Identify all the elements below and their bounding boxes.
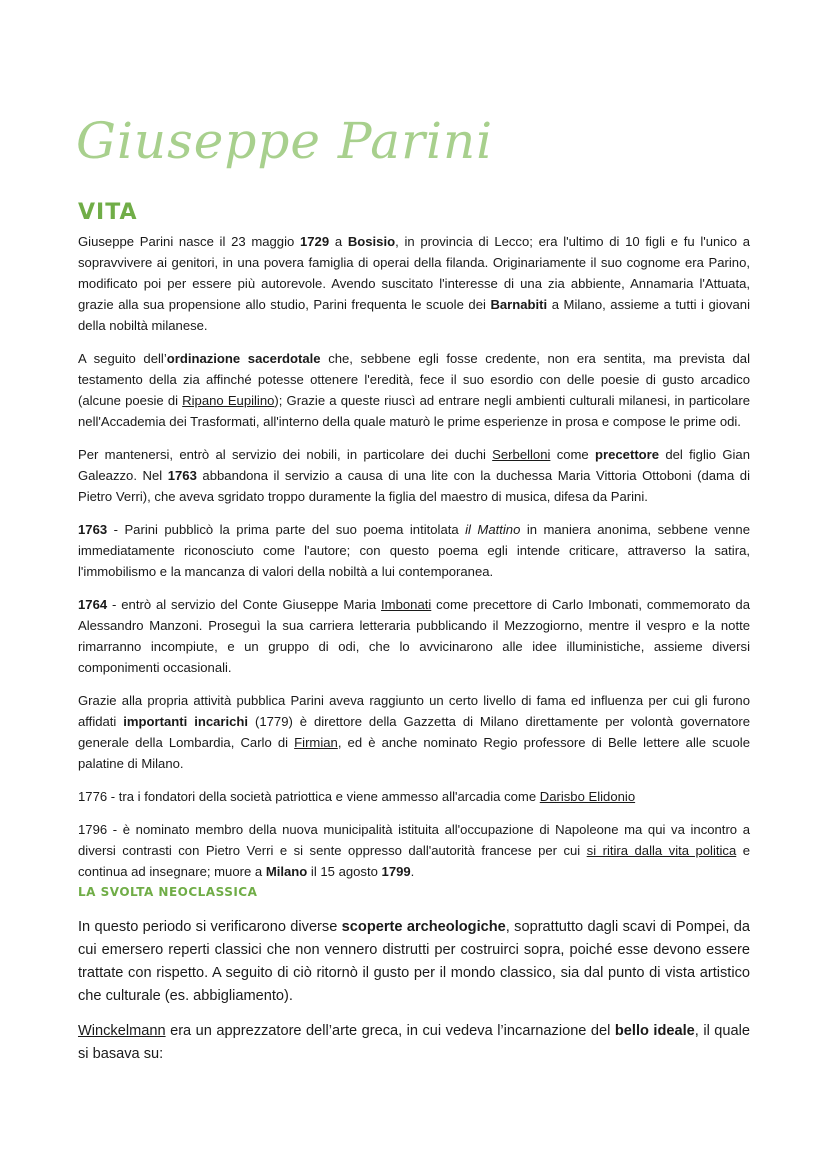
section-heading-svolta-neoclassica: LA SVOLTA NEOCLASSICA <box>78 885 258 899</box>
section-heading-vita: VITA <box>78 200 138 225</box>
text-run: del figlio Gian Galeazzo. Nel <box>78 446 750 483</box>
bold-text: importanti incarichi <box>123 714 249 730</box>
paragraph <box>78 916 750 1008</box>
underlined-text: Firmian <box>294 734 338 750</box>
text-run: A seguito dell’ <box>78 350 167 366</box>
bold-text: 1763 <box>167 467 197 483</box>
bold-text: Bosisio <box>347 234 396 249</box>
bold-text: 1799 <box>381 864 411 880</box>
text-run: che, sebbene egli fosse credente, non era sentita, ma prevista dal testamento della zia affinché potesse ottenere l'eredità, fece il suo esordio con delle poesie di gusto arcadico (alcune poesie di <box>78 350 750 408</box>
text-run: . <box>410 864 415 880</box>
text-run: , il quale si basava su: <box>78 1023 751 1062</box>
underlined-text: Darisbo Elidonio <box>539 789 636 805</box>
bold-text: ordinazione sacerdotale <box>166 350 321 366</box>
text-run: , in provincia di Lecco; era l'ultimo di 10 figli e fu l'unico a sopravvivere ai genitori, in una povera famiglia di operai della filanda. Originariamente il suo cognome era Parino, modificato poi per essere più autorevole. Avendo suscitato l'interesse di una zia abbiente, Annamaria l'Attuata, grazie alla sua propensione allo studio, Parini frequenta le scuole dei <box>78 234 751 312</box>
paragraph <box>78 787 750 808</box>
text-run: , soprattutto dagli scavi di Pompei, da cui emersero reperti classici che non vennero distrutti per costruirci sopra, poiché esse devono essere trattate con rispetto. A seguito di ciò ritornò il gusto per il mondo classico, sia dal punto di vista artistico che culturale (es. abbigliamento). <box>78 919 750 1004</box>
bold-text: Milano <box>265 864 308 880</box>
text-run: come <box>550 446 596 462</box>
paragraph <box>78 820 750 883</box>
bold-text: 1764 <box>78 597 108 613</box>
text-run: Per mantenersi, entrò al servizio dei nobili, in particolare dei duchi <box>78 446 493 462</box>
underlined-text: Serbelloni <box>492 446 551 462</box>
text-run: (1779) è direttore della Gazzetta di Milano direttamente per volontà governatore generale della Lombardia, Carlo di <box>78 714 750 750</box>
text-run: - Parini pubblicò la prima parte del suo poema intitolata <box>107 522 466 538</box>
paragraph <box>78 1020 750 1066</box>
text-run: In questo periodo si verificarono diverse <box>78 919 342 935</box>
paragraph <box>78 349 750 433</box>
bold-text: Barnabiti <box>490 296 548 312</box>
text-run: a <box>329 234 348 249</box>
underlined-text: Imbonati <box>381 597 432 613</box>
section-vita-body <box>78 232 750 896</box>
bold-text: 1763 <box>78 522 108 538</box>
bold-text: 1729 <box>299 234 330 249</box>
text-run: 1796 - è nominato membro della nuova municipalità istituita all'occupazione di Napoleone ma qui va incontro a diversi contrasti con Pietro Verri e si sente oppresso dall'autorità francese per cui <box>78 822 750 859</box>
text-run: in maniera anonima, sebbene venne immediatamente riconosciuto come l'autore; con questo poema egli intende criticare, attraverso la satira, l'immobilismo e la mancanza di valori della nobiltà a lui contemporanea. <box>78 522 750 579</box>
underlined-text: Ripano Eupilino <box>182 392 275 408</box>
text-run: 1776 - tra i fondatori della società patriottica e viene ammesso all'arcadia come <box>78 789 540 805</box>
text-run: e continua ad insegnare; muore a <box>78 843 750 880</box>
text-run: abbandona il servizio a causa di una lite con la duchessa Maria Vittoria Ottoboni (dama di Pietro Verri), che aveva sgridato troppo duramente la figlia del maestro di musica, difesa da Parini. <box>78 467 750 504</box>
italic-text: il Mattino <box>465 522 521 538</box>
section-svolta-body <box>78 916 750 1078</box>
text-run: il 15 agosto <box>307 864 382 880</box>
paragraph <box>78 520 750 583</box>
text-run: Grazie alla propria attività pubblica Parini aveva raggiunto un certo livello di fama ed influenza per cui gli furono affidati <box>78 693 750 730</box>
paragraph <box>78 445 750 508</box>
text-run: era un apprezzatore dell’arte greca, in cui vedeva l’incarnazione del <box>165 1023 615 1039</box>
page-title: Giuseppe Parini <box>76 112 494 170</box>
text-run: Giuseppe Parini nasce il 23 maggio <box>78 234 300 249</box>
paragraph <box>78 691 750 775</box>
text-run: ); Grazie a queste riuscì ad entrare negli ambienti culturali milanesi, in particolare nell'Accademia dei Trasformati, all'interno della quale maturò le prime esperienze in prosa e compose le prime odi. <box>78 392 750 429</box>
text-run: , ed è anche nominato Regio professore di Belle lettere alle scuole palatine di Milano. <box>78 734 751 771</box>
text-run: come precettore di Carlo Imbonati, commemorato da Alessandro Manzoni. Proseguì la sua carriera letteraria pubblicando il Mezzogiorno, mentre il vespro e la notte rimarranno incompiute, e un gruppo di odi, che lo avvicinarono alle idee illuministiche, assieme diversi componimenti occasionali. <box>78 597 750 675</box>
text-run: a Milano, assieme a tutti i giovani della nobiltà milanese. <box>78 296 750 333</box>
bold-text: bello ideale <box>614 1023 695 1039</box>
bold-text: precettore <box>595 446 660 462</box>
paragraph <box>78 232 750 337</box>
text-run: - entrò al servizio del Conte Giuseppe Maria <box>107 597 382 613</box>
paragraph <box>78 595 750 679</box>
underlined-text: Winckelmann <box>78 1023 166 1039</box>
underlined-text: si ritira dalla vita politica <box>586 843 737 859</box>
bold-text: scoperte archeologiche <box>341 919 506 935</box>
